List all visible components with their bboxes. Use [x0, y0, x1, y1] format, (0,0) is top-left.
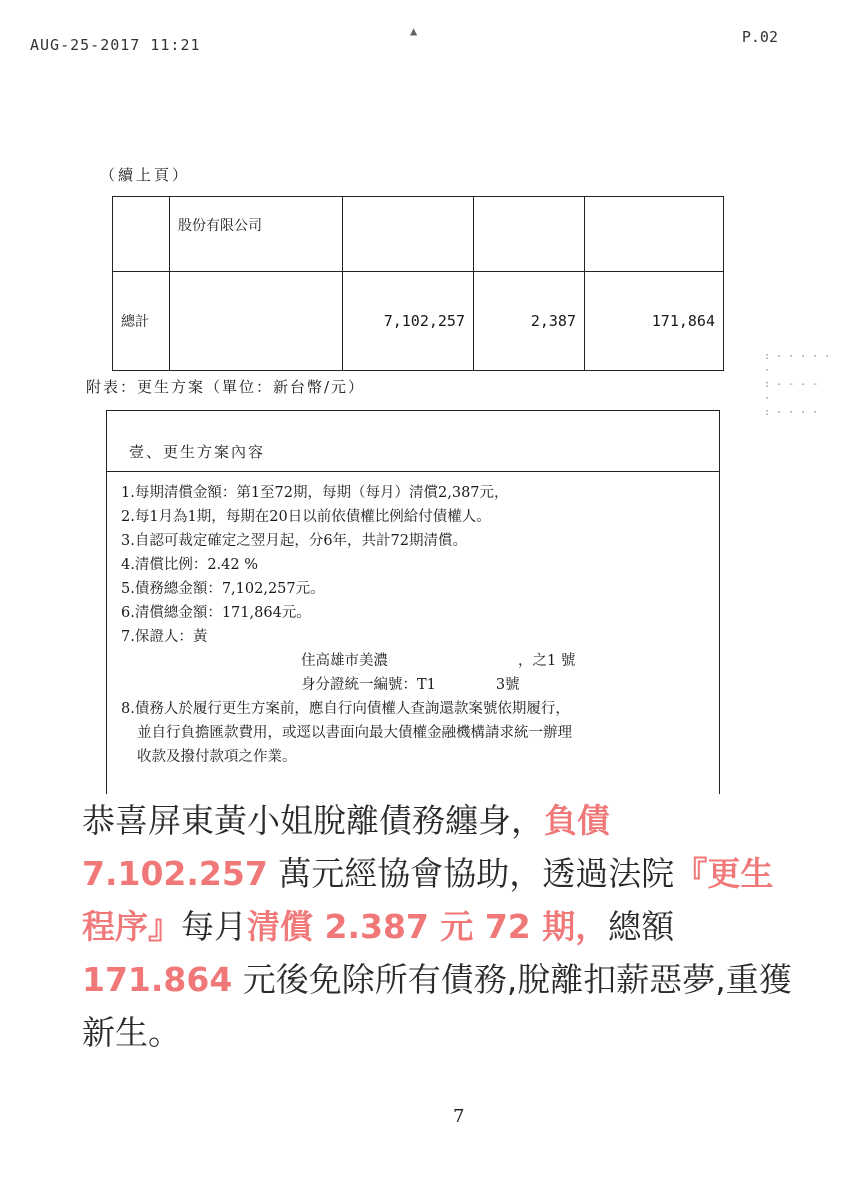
plan-item: 4.清償比例：2.42 % [121, 557, 259, 573]
guarantor-address-a: 住高雄市美濃 [301, 653, 388, 669]
plan-items [121, 481, 709, 769]
guarantor-address-b: ，之1 號 [518, 653, 576, 669]
plan-divider [107, 471, 719, 472]
continued-label: （續上頁） [100, 166, 191, 184]
fax-mark-icon: ▲ [410, 24, 418, 38]
annex-title: 附表：更生方案（單位：新台幣/元） [86, 378, 366, 396]
table-cell [113, 197, 170, 272]
creditor-table [112, 196, 724, 371]
fax-datetime: AUG-25-2017 11:21 [30, 36, 201, 54]
congratulation-overlay [82, 794, 802, 1062]
table-cell [343, 197, 474, 272]
total-debt-cell: 7,102,257 [343, 272, 474, 371]
plan-box [106, 410, 720, 795]
plan-heading: 壹、更生方案內容 [129, 443, 266, 461]
table-cell [474, 197, 585, 272]
overlay-text: 總額 [608, 907, 675, 946]
plan-item-8-cont: 收款及撥付款項之作業。 [137, 749, 297, 765]
page-number: 7 [453, 1106, 465, 1127]
table-cell [585, 197, 724, 272]
plan-item: 6.清償總金額：171,864元。 [121, 605, 311, 621]
overlay-highlight: 7.102.257 [82, 854, 268, 893]
plan-item-8-cont: 並自行負擔匯款費用，或逕以書面向最大債權金融機構請求統一辦理 [137, 725, 572, 741]
plan-item: 3.自認可裁定確定之翌月起，分6年，共計72期清償。 [121, 533, 468, 549]
overlay-highlight: 171.864 [82, 960, 233, 999]
overlay-highlight: 清償 2.387 元 72 期， [247, 907, 609, 946]
plan-item: 2.每1月為1期，每期在20日以前依債權比例給付債權人。 [121, 509, 491, 525]
table-row [113, 272, 724, 371]
plan-item: 1.每期清償金額：第1至72期，每期（每月）清償2,387元， [121, 485, 509, 501]
table-cell [170, 272, 343, 371]
plan-item: 7.保證人：黃 [121, 629, 208, 645]
scan-marks: : · · · · · · : - - - - · : · · · · [764, 351, 831, 418]
guarantor-id-a: 身分證統一編號：T1 [301, 677, 436, 693]
guarantor-id-b: 3號 [495, 677, 520, 693]
overlay-text: 每月 [181, 907, 247, 946]
table-row [113, 197, 724, 272]
fax-header [30, 24, 778, 56]
overlay-text: 恭喜屏東黃小姐脫離債務纏身， [82, 801, 544, 840]
fax-page-number: P.02 [741, 28, 778, 46]
overlay-text: 元後免除所有債務,脫離扣薪惡夢,重獲新生。 [82, 960, 792, 1052]
overlay-highlight: 負債 [544, 801, 610, 840]
plan-item-8: 8.債務人於履行更生方案前，應自行向債權人查詢還款案號依期履行， [121, 701, 570, 717]
guarantor-id [121, 673, 709, 697]
total-repay-cell: 171,864 [585, 272, 724, 371]
total-label-cell: 總計 [113, 272, 170, 371]
monthly-payment-cell: 2,387 [474, 272, 585, 371]
guarantor-address [121, 649, 709, 673]
overlay-highlight: 『更生程序』 [82, 854, 774, 946]
overlay-text: 萬元經協會協助，透過法院 [267, 854, 675, 893]
creditor-name-cell: 股份有限公司 [170, 197, 343, 272]
plan-item: 5.債務總金額：7,102,257元。 [121, 581, 325, 597]
